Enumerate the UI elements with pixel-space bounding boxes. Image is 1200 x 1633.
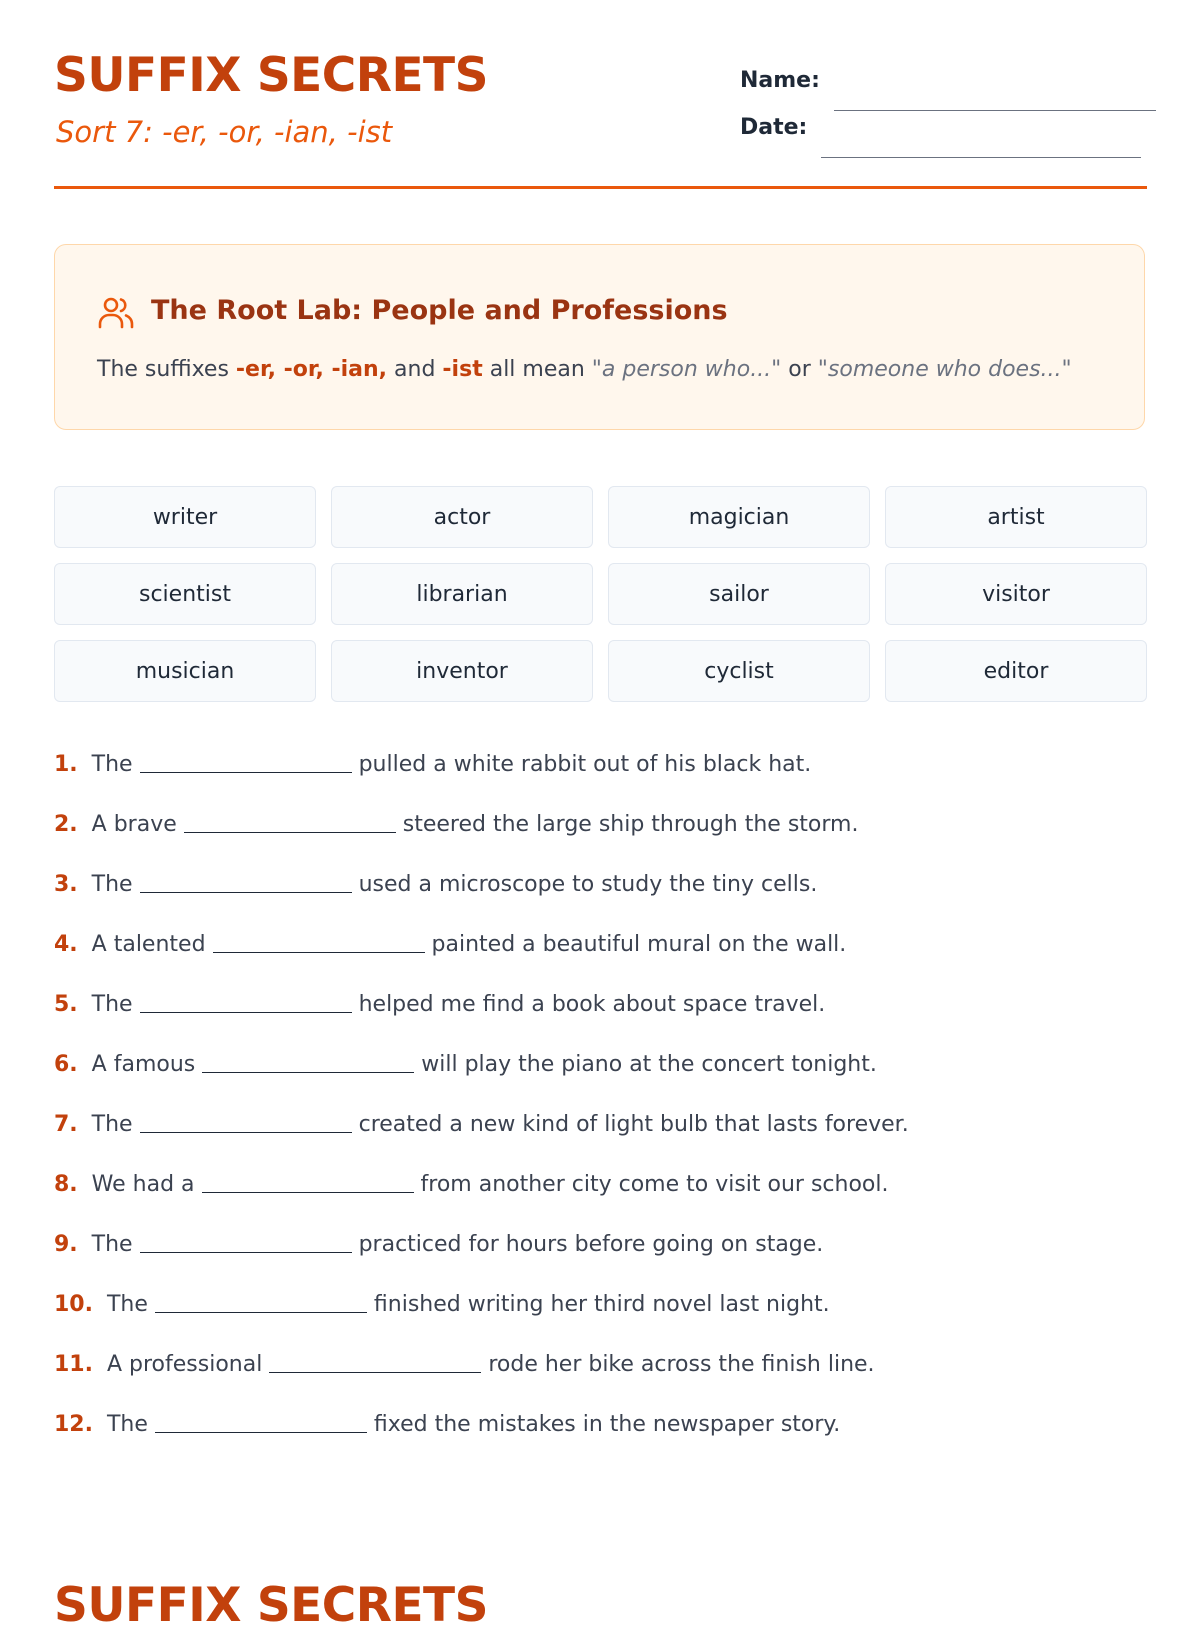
lab-text-part: and	[387, 357, 443, 382]
answer-blank[interactable]	[155, 1292, 367, 1313]
word-card[interactable]: magician	[608, 486, 870, 548]
people-icon	[97, 293, 135, 331]
sentence-item	[54, 812, 1147, 872]
answer-blank[interactable]	[155, 1412, 367, 1433]
lab-text-part: The suffixes	[97, 357, 236, 382]
answer-blank[interactable]	[140, 872, 352, 893]
sentence-after: rode her bike across the finish line.	[488, 1352, 875, 1377]
sentence-after: helped me find a book about space travel.	[358, 992, 826, 1017]
sentence-item	[54, 752, 1147, 812]
next-page-title: SUFFIX SECRETS	[54, 1578, 488, 1633]
name-label: Name:	[740, 68, 820, 93]
date-field[interactable]	[740, 115, 1141, 140]
sentence-before: A brave	[91, 812, 177, 837]
lab-suffixes: -er, -or, -ian,	[235, 357, 388, 382]
sentence-before: A professional	[106, 1352, 263, 1377]
word-card[interactable]: librarian	[331, 563, 593, 625]
lab-quote: "a person who..."	[591, 357, 782, 382]
sentence-item	[54, 932, 1147, 992]
sentence-after: fixed the mistakes in the newspaper story.	[373, 1412, 841, 1437]
lab-text-part: all mean	[482, 357, 592, 382]
date-label: Date:	[740, 115, 808, 140]
sentence-after: pulled a white rabbit out of his black hat.	[358, 752, 812, 777]
sentence-number: 6.	[54, 1052, 78, 1077]
sentence-number: 10.	[54, 1292, 93, 1317]
root-lab-title: The Root Lab: People and Professions	[151, 295, 728, 326]
sentence-item	[54, 1292, 1147, 1352]
lab-quote: "someone who does..."	[817, 357, 1072, 382]
sentence-item	[54, 1232, 1147, 1292]
word-card[interactable]: cyclist	[608, 640, 870, 702]
sentence-list	[54, 752, 1147, 1472]
worksheet-subtitle: Sort 7: -er, -or, -ian, -ist	[56, 115, 393, 149]
sentence-number: 12.	[54, 1412, 93, 1437]
sentence-number: 9.	[54, 1232, 78, 1257]
sentence-item	[54, 872, 1147, 932]
word-card[interactable]: visitor	[885, 563, 1147, 625]
word-card[interactable]: inventor	[331, 640, 593, 702]
worksheet-page	[54, 0, 1147, 1437]
header-divider	[54, 186, 1147, 189]
worksheet-header	[54, 0, 1147, 190]
sentence-before: The	[106, 1412, 148, 1437]
word-card[interactable]: musician	[54, 640, 316, 702]
sentence-before: The	[106, 1292, 148, 1317]
answer-blank[interactable]	[202, 1052, 414, 1073]
sentence-before: The	[91, 752, 133, 777]
sentence-item	[54, 1412, 1147, 1472]
sentence-before: The	[91, 992, 133, 1017]
sentence-after: from another city come to visit our school.	[420, 1172, 889, 1197]
lab-text-part: or	[781, 357, 818, 382]
worksheet-title: SUFFIX SECRETS	[54, 48, 488, 103]
word-bank	[54, 486, 1147, 702]
sentence-before: The	[91, 1112, 133, 1137]
sentence-before: We had a	[91, 1172, 195, 1197]
word-card[interactable]: writer	[54, 486, 316, 548]
sentence-after: will play the piano at the concert tonight.	[421, 1052, 877, 1077]
word-card[interactable]: sailor	[608, 563, 870, 625]
answer-blank[interactable]	[202, 1172, 414, 1193]
sentence-number: 4.	[54, 932, 78, 957]
answer-blank[interactable]	[140, 752, 352, 773]
sentence-after: steered the large ship through the storm.	[402, 812, 859, 837]
sentence-before: A talented	[91, 932, 206, 957]
sentence-item	[54, 1172, 1147, 1232]
root-lab-box	[54, 244, 1145, 430]
word-card[interactable]: scientist	[54, 563, 316, 625]
sentence-number: 5.	[54, 992, 78, 1017]
sentence-after: practiced for hours before going on stage.	[358, 1232, 824, 1257]
sentence-number: 8.	[54, 1172, 78, 1197]
word-card[interactable]: editor	[885, 640, 1147, 702]
sentence-item	[54, 992, 1147, 1052]
sentence-number: 7.	[54, 1112, 78, 1137]
sentence-item	[54, 1112, 1147, 1172]
sentence-before: The	[91, 1232, 133, 1257]
answer-blank[interactable]	[269, 1352, 481, 1373]
sentence-number: 3.	[54, 872, 78, 897]
sentence-number: 2.	[54, 812, 78, 837]
date-line[interactable]	[821, 157, 1141, 158]
sentence-before: A famous	[91, 1052, 196, 1077]
sentence-after: painted a beautiful mural on the wall.	[431, 932, 847, 957]
sentence-after: used a microscope to study the tiny cells.	[358, 872, 818, 897]
sentence-after: finished writing her third novel last night.	[373, 1292, 830, 1317]
answer-blank[interactable]	[140, 1112, 352, 1133]
sentence-after: created a new kind of light bulb that lasts forever.	[358, 1112, 909, 1137]
name-field[interactable]	[740, 68, 1156, 93]
sentence-before: The	[91, 872, 133, 897]
sentence-item	[54, 1052, 1147, 1112]
word-card[interactable]: artist	[885, 486, 1147, 548]
answer-blank[interactable]	[213, 932, 425, 953]
name-line[interactable]	[834, 110, 1156, 111]
root-lab-text	[97, 357, 1072, 382]
lab-suffixes: -ist	[442, 357, 483, 382]
sentence-number: 1.	[54, 752, 78, 777]
answer-blank[interactable]	[140, 1232, 352, 1253]
answer-blank[interactable]	[140, 992, 352, 1013]
word-card[interactable]: actor	[331, 486, 593, 548]
sentence-item	[54, 1352, 1147, 1412]
sentence-number: 11.	[54, 1352, 93, 1377]
answer-blank[interactable]	[184, 812, 396, 833]
